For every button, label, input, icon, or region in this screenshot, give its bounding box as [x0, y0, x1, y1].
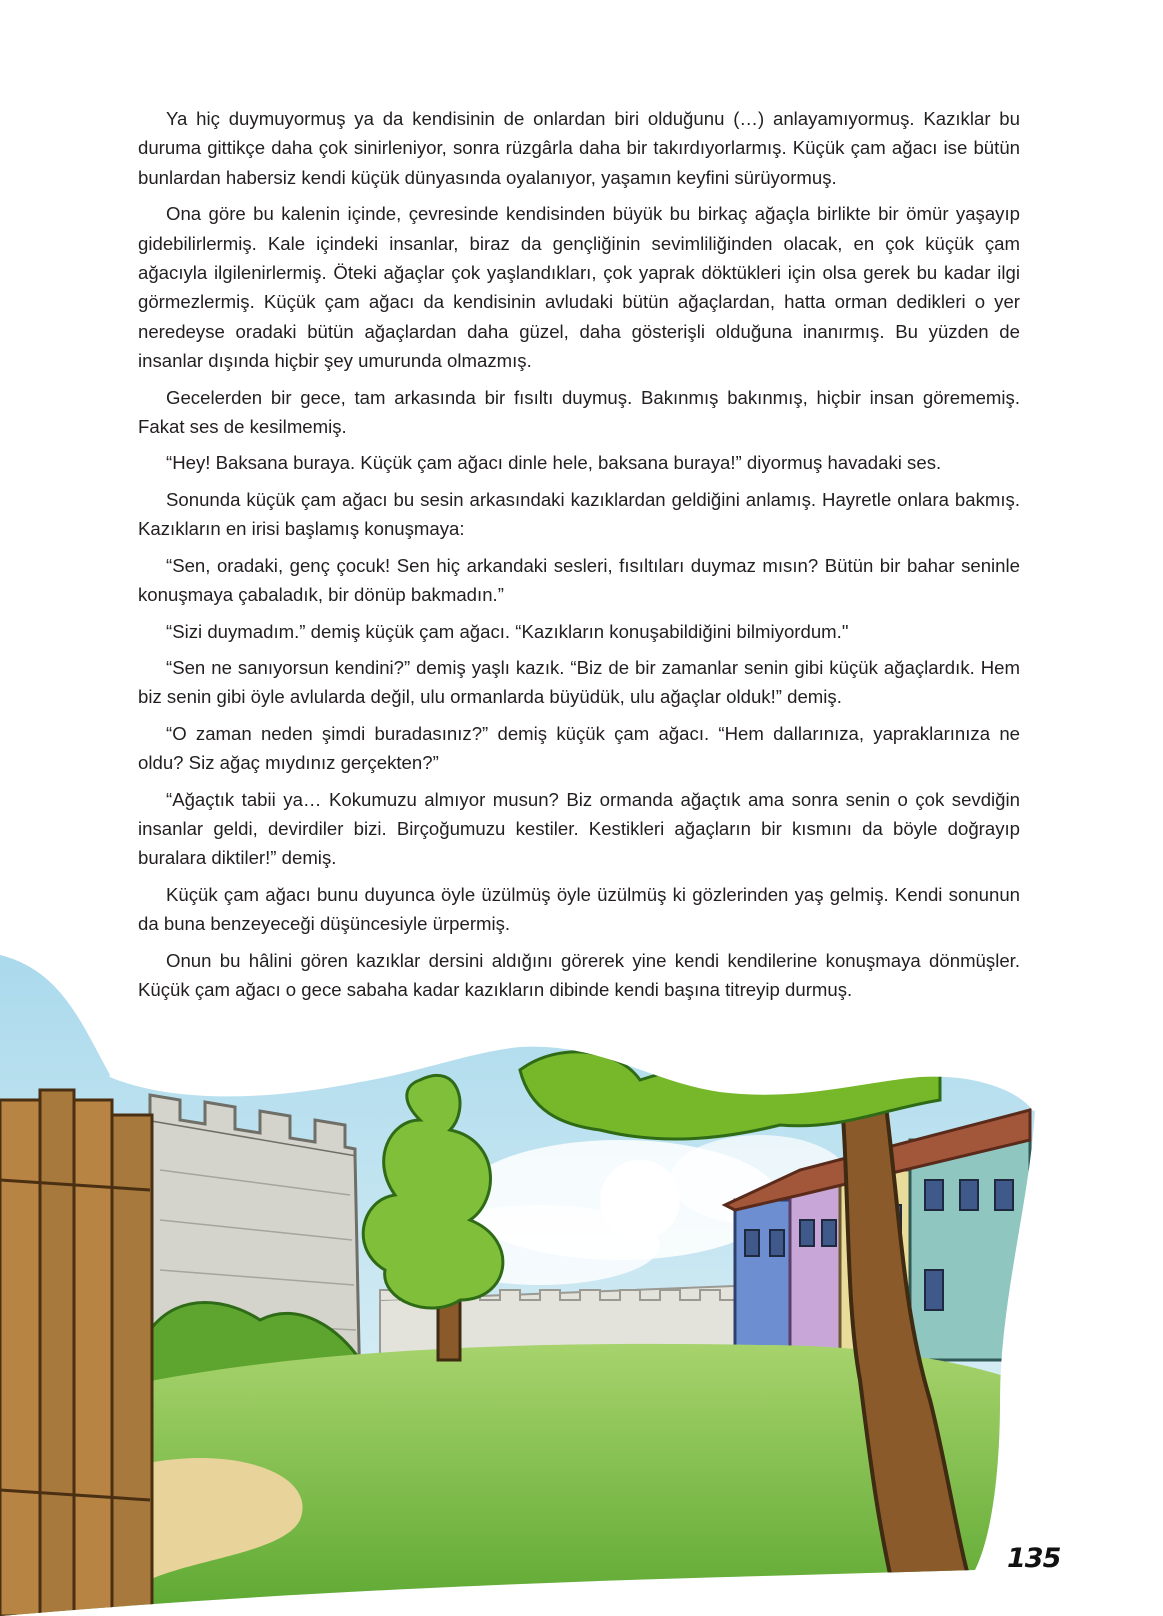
paragraph: “Sen ne sanıyorsun kendini?” demiş yaşlı kazık. “Biz de bir zamanlar senin gibi küçük ağaçlardık. Hem biz senin gibi öyle avlularda değil, ulu ormanlarda büyüdük, ulu ağaçlar olduk!” demiş. [138, 656, 1020, 708]
stake [0, 1100, 40, 1616]
paragraph: “Hey! Baksana buraya. Küçük çam ağacı dinle hele, baksana buraya!” diyormuş havadaki ses. [166, 452, 942, 474]
paragraph: “Sen, oradaki, genç çocuk! Sen hiç arkandaki sesleri, fısıltıları duymaz mısın? Bütün bir bahar seninle konuşmaya çabaladık, bir dönüp bakmadın.” [138, 554, 1020, 606]
scene-group [0, 940, 1163, 1616]
paragraph: Gecelerden bir gece, tam arkasında bir fısıltı duymuş. Bakınmış bakınmış, hiçbir insan görememiş. Fakat ses de kesilmemiş. [138, 386, 1020, 438]
paragraph: Onun bu hâlini gören kazıklar dersini aldığını görerek yine kendi kendilerine konuşmaya dönmüşler. Küçük çam ağacı o gece sabaha kadar kazıkların dibinde kendi başına titreyip durmuş. [138, 949, 1020, 1000]
stake [40, 1090, 74, 1616]
wooden-stakes [0, 1090, 152, 1616]
house [735, 1200, 795, 1350]
paragraph: “Sizi duymadım.” demiş küçük çam ağacı. “Kazıkların konuşabildiğini bilmiyordum." [166, 620, 849, 642]
paragraph: Ya hiç duymuyormuş ya da kendisinin de onlardan biri olduğunu (…) anlayamıyormuş. Kazıklar bu duruma gittikçe daha çok sinirleniyor, sonra rüzgârla daha bir takırdıyorlarmış. Küçük çam ağacı ise bütün bunlardan habersiz kendi küçük dünyasında oyalanıyor, yaşamın keyfini sürüyormuş. [138, 108, 1020, 188]
paragraph: Ona göre bu kalenin içinde, çevresinde kendisinden büyük bu birkaç ağaçla birlikte bir ömür yaşayıp gidebilirlermiş. Kale içindeki insanlar, biraz da gençliğinin sevimliliğinden olacak, en çok küçük çam ağacıyla ilgilenirlermiş. Öteki ağaçlar çok yaşlandıkları, çok yaprak döktükleri için olsa gerek bu kadar ilgi görmezlermiş. Küçük çam ağacı da kendisinin avludaki bütün ağaçlardan, hatta orman dedikleri o yer neredeyse oradaki bütün ağaçlardan daha güzel, daha gösterişli olduğuna inanırmış. Bu yüzden de insanlar dışında hiçbir şey umurunda olmazmış. [138, 203, 1020, 372]
house [910, 1140, 1030, 1360]
paragraph: Küçük çam ağacı bunu duyunca öyle üzülmüş öyle üzülmüş ki gözlerinden yaş gelmiş. Kendi sonunun da buna benzeyeceği düşüncesiyle ürpermiş. [138, 883, 1020, 935]
sun-glow [600, 1160, 680, 1240]
stake [74, 1100, 112, 1616]
paragraph: Sonunda küçük çam ağacı bu sesin arkasındaki kazıklardan geldiğini anlamış. Hayretle onlara bakmış. Kazıkların en irisi başlamış konuşmaya: [138, 488, 1020, 540]
house [790, 1185, 845, 1350]
paragraph: “Ağaçtık tabii ya… Kokumuzu almıyor musun? Biz ormanda ağaçtık ama sonra senin o çok sevdiğin insanlar geldi, devirdiler bizi. Birçoğumuzu kestiler. Kestikleri ağaçların bir kısmını da böyle doğrayıp buralara diktiler!” demiş. [138, 788, 1020, 869]
paragraph: “O zaman neden şimdi buradasınız?” demiş küçük çam ağacı. “Hem dallarınıza, yapraklarınıza ne oldu? Siz ağaç mıydınız gerçekten?” [138, 722, 1020, 774]
page-number: 135 [1007, 1543, 1061, 1574]
